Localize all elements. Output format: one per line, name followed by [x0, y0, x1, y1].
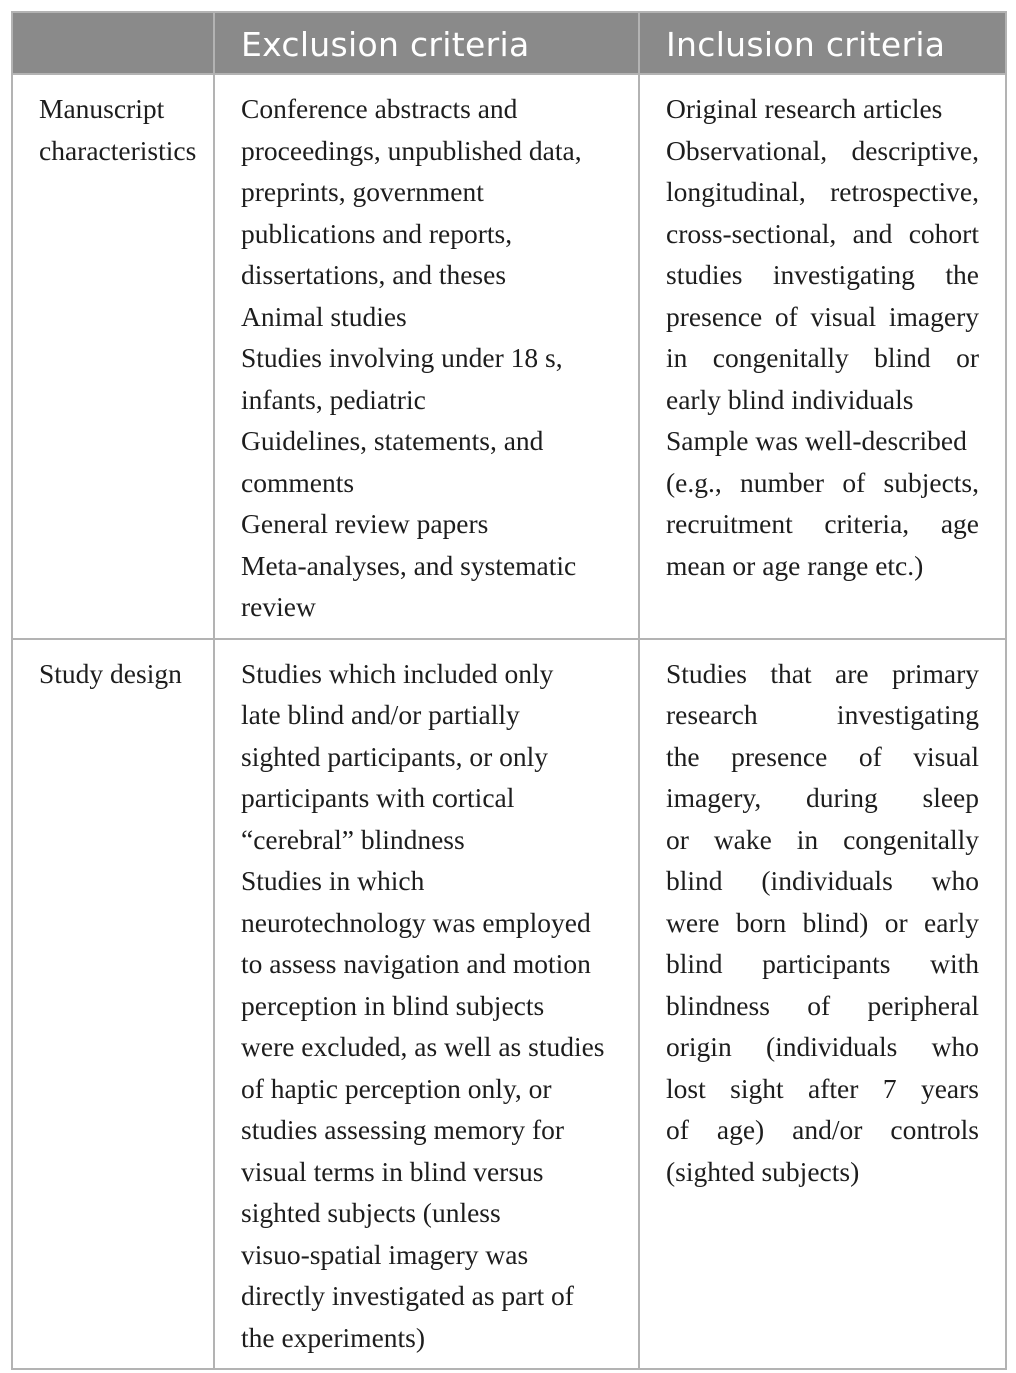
exclusion-text-line: publications and reports, — [241, 217, 513, 249]
exclusion-text-line: participants with cortical — [241, 782, 515, 813]
inclusion-text-line: (e.g., number of subjects, — [666, 466, 979, 498]
inclusion-text-line: studies investigating the — [666, 259, 979, 290]
inclusion-text-line: presence of visual imagery — [666, 300, 979, 332]
exclusion-text-line: infants, pediatric — [241, 383, 426, 415]
inclusion-text-line: in congenitally blind or — [666, 342, 979, 373]
table-row — [12, 74, 1006, 639]
exclusion-text-line: Conference abstracts and — [241, 93, 518, 124]
exclusion-text-line: proceedings, unpublished data, — [241, 134, 582, 166]
inclusion-text-line: cross-sectional, and cohort — [666, 217, 979, 249]
exclusion-text-line: sighted subjects (unless — [241, 1197, 501, 1228]
inclusion-text-line: blind (individuals who — [666, 865, 979, 896]
inclusion-text-line: the presence of visual — [666, 740, 979, 772]
header-inclusion-criteria: Inclusion criteria — [639, 12, 1006, 74]
exclusion-text-line: General review papers — [241, 508, 489, 539]
exclusion-text-line: preprints, government — [241, 176, 484, 207]
exclusion-cell-study-design — [214, 639, 639, 1370]
exclusion-cell-manuscript-characteristics — [214, 74, 639, 639]
exclusion-text-line: were excluded, as well as studies — [241, 1031, 605, 1062]
inclusion-text-line: blindness of peripheral — [666, 989, 979, 1021]
exclusion-text-line: Studies involving under 18 s, — [241, 342, 563, 373]
inclusion-text-line: longitudinal, retrospective, — [666, 176, 979, 207]
exclusion-text-line: Studies in which — [241, 865, 425, 896]
exclusion-text-line: dissertations, and theses — [241, 259, 507, 290]
header-blank-cell — [12, 12, 214, 74]
row-label-manuscript-characteristics — [12, 74, 214, 639]
inclusion-text-line: were born blind) or early — [666, 906, 979, 938]
inclusion-text-line: or wake in congenitally — [666, 823, 979, 855]
inclusion-text-line: Observational, descriptive, — [666, 134, 979, 166]
label-text-line: Manuscript — [39, 93, 165, 124]
exclusion-text-line: late blind and/or partially — [241, 699, 520, 730]
inclusion-text-line: Original research articles — [666, 93, 943, 124]
exclusion-text-line: visual terms in blind versus — [241, 1155, 544, 1187]
exclusion-text-line: studies assessing memory for — [241, 1114, 565, 1145]
inclusion-text-line: imagery, during sleep — [666, 782, 979, 813]
inclusion-text-line: recruitment criteria, age — [666, 508, 979, 539]
exclusion-text-line: visuo-spatial imagery was — [241, 1238, 529, 1270]
exclusion-text-line: to assess navigation and motion — [241, 948, 591, 979]
exclusion-text-line: the experiments) — [241, 1321, 426, 1353]
exclusion-text-line: Meta-analyses, and systematic — [241, 549, 577, 581]
inclusion-text-line: origin (individuals who — [666, 1031, 979, 1062]
exclusion-text-line: Animal studies — [241, 300, 407, 332]
header-row — [12, 12, 1006, 74]
inclusion-text-line: of age) and/or controls — [666, 1114, 979, 1145]
inclusion-cell-study-design — [639, 639, 1006, 1370]
exclusion-text-line: directly investigated as part of — [241, 1280, 574, 1311]
exclusion-text-line: “cerebral” blindness — [241, 823, 465, 855]
inclusion-text-line: mean or age range etc.) — [666, 549, 924, 581]
header-exclusion-criteria: Exclusion criteria — [214, 12, 639, 74]
table-row — [12, 639, 1006, 1370]
exclusion-text-line: Studies which included only — [241, 657, 554, 689]
exclusion-text-line: sighted participants, or only — [241, 740, 549, 772]
exclusion-text-line: perception in blind subjects — [241, 989, 545, 1021]
inclusion-text-line: research investigating — [666, 699, 979, 730]
exclusion-text-line: Guidelines, statements, and — [241, 425, 544, 456]
inclusion-text-line: blind participants with — [666, 948, 979, 979]
inclusion-text-line: lost sight after 7 years — [666, 1072, 979, 1104]
criteria-table-container — [11, 11, 1005, 1370]
exclusion-text-line: comments — [241, 466, 355, 498]
criteria-table — [11, 11, 1007, 1370]
inclusion-text-line: early blind individuals — [666, 383, 914, 415]
inclusion-cell-manuscript-characteristics — [639, 74, 1006, 639]
inclusion-text-line: Studies that are primary — [666, 657, 979, 689]
inclusion-text-line: (sighted subjects) — [666, 1155, 860, 1187]
exclusion-text-line: neurotechnology was employed — [241, 906, 591, 938]
exclusion-text-line: review — [241, 591, 316, 622]
inclusion-text-line: Sample was well-described — [666, 425, 967, 456]
label-text-line: Study design — [39, 657, 182, 689]
row-label-study-design — [12, 639, 214, 1370]
label-text-line: characteristics — [39, 134, 197, 166]
exclusion-text-line: of haptic perception only, or — [241, 1072, 552, 1104]
